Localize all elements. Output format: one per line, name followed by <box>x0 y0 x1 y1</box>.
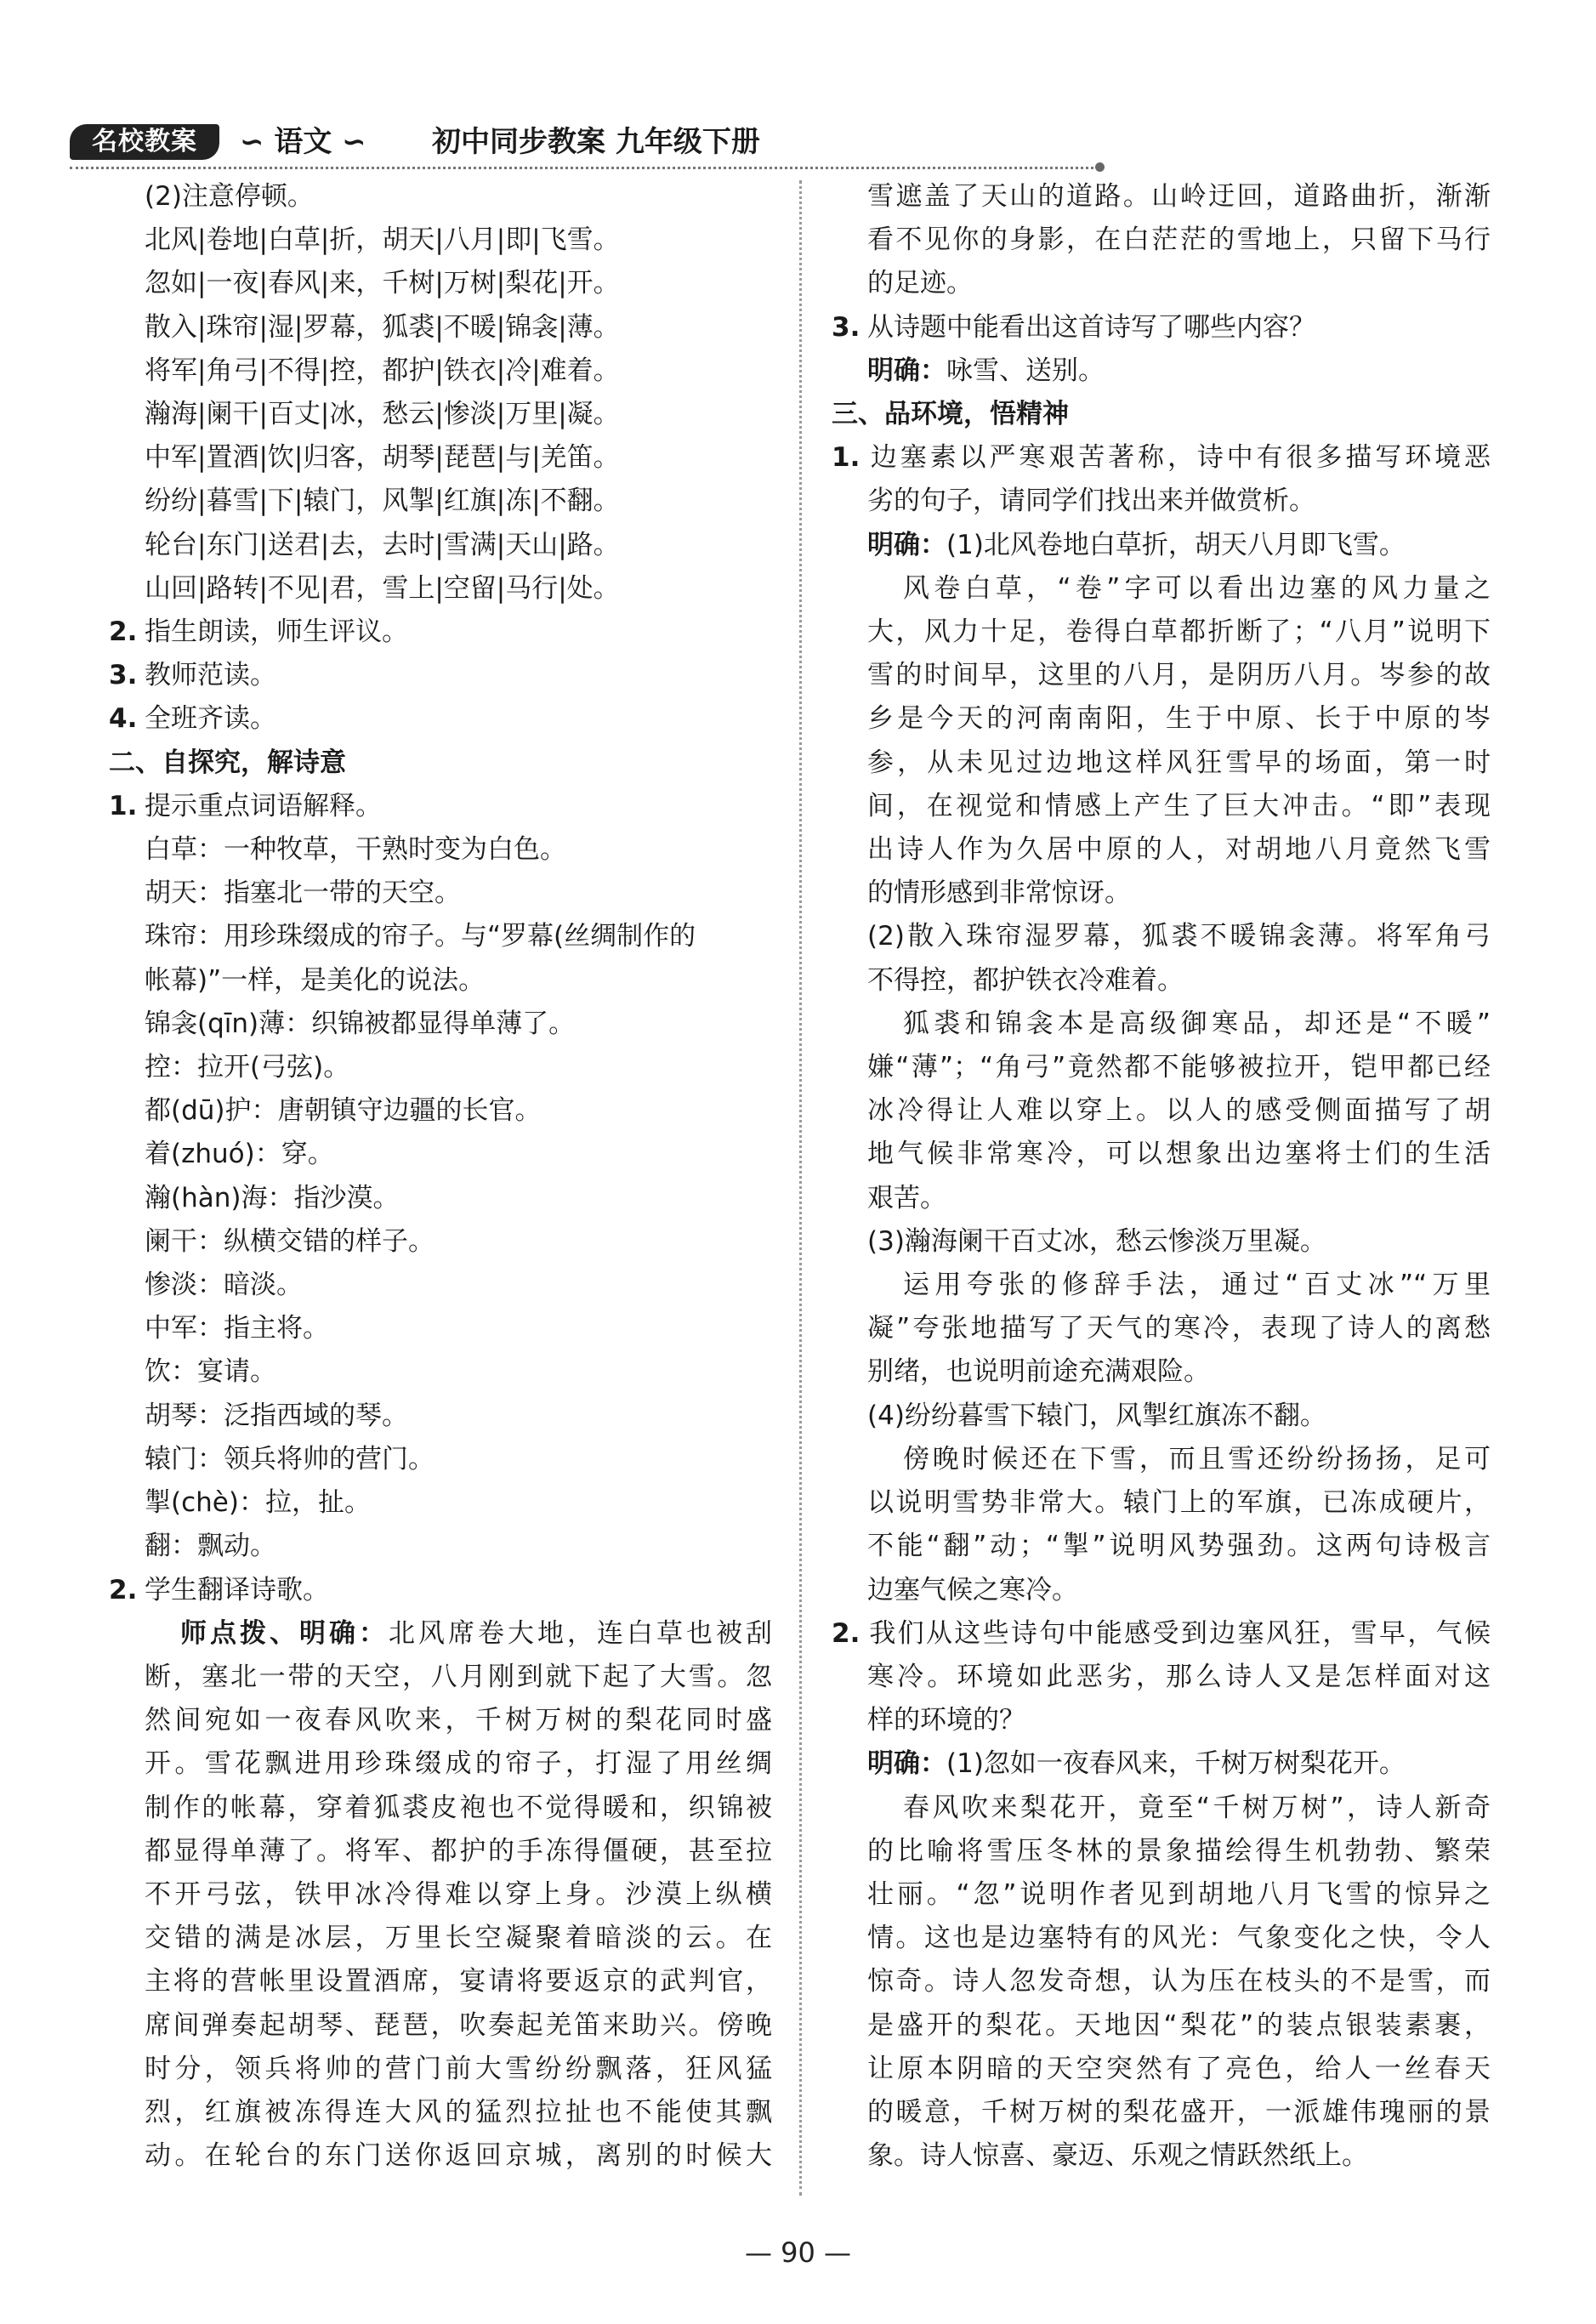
right-text-line <box>832 1177 1491 1220</box>
right-text-line <box>832 1220 1491 1264</box>
right-text-line <box>832 1046 1491 1089</box>
left-text-line <box>109 2048 772 2091</box>
left-text-line <box>109 785 772 828</box>
left-text-line <box>109 1046 772 1089</box>
left-text-line <box>109 219 772 262</box>
line-text: 锦衾(qīn)薄：织锦被都显得单薄了。 <box>145 1008 576 1039</box>
left-text-line <box>109 262 772 305</box>
right-text-line <box>832 654 1491 697</box>
right-text-line <box>832 785 1491 828</box>
page-number: — 90 — <box>744 2236 852 2269</box>
right-text-line <box>832 436 1491 480</box>
left-text-line <box>109 828 772 872</box>
left-text-line <box>109 2134 772 2178</box>
right-text-line <box>832 2134 1491 2178</box>
line-text: 胡天：指塞北一带的天空。 <box>145 878 461 909</box>
line-text: 主将的营帐里设置酒席，宴请将要返京的武判官， <box>145 1966 772 1997</box>
left-text-line <box>109 1220 772 1264</box>
line-text: 北风席卷大地，连白草也被刮 <box>389 1617 772 1649</box>
line-text: 参，从未见过边地这样风狂雪早的场面，第一时 <box>867 747 1491 778</box>
line-text: 辕门：领兵将帅的营门。 <box>145 1443 434 1475</box>
left-text-line <box>109 1177 772 1220</box>
line-text: (1)忽如一夜春风来，千树万树梨花开。 <box>946 1748 1406 1780</box>
left-text-line <box>109 1569 772 1612</box>
right-text-line <box>832 393 1491 436</box>
right-text-line <box>832 1438 1491 1481</box>
line-text: 交错的满是冰层，万里长空凝聚着暗淡的云。在 <box>145 1923 772 1954</box>
left-text-line <box>109 1481 772 1525</box>
line-text: 冰冷得让人难以穿上。以人的感受侧面描写了胡 <box>867 1095 1491 1127</box>
left-text-line <box>109 2004 772 2048</box>
line-text: 寒冷。环境如此恶劣，那么诗人又是怎样面对这 <box>867 1661 1491 1692</box>
answer-label: 师点拨、明确： <box>180 1617 389 1649</box>
answer-label: 明确： <box>867 355 946 386</box>
right-text-line <box>832 1350 1491 1394</box>
line-text: 瀚(hàn)海：指沙漠。 <box>145 1182 400 1213</box>
header-rule-dot <box>1095 162 1105 172</box>
right-text-line <box>832 1960 1491 2003</box>
left-text-line <box>109 1787 772 1830</box>
left-text-line <box>109 1133 772 1176</box>
line-text: 然间宛如一夜春风吹来，千树万树的梨花同时盛 <box>145 1705 772 1736</box>
right-text-line <box>832 2091 1491 2134</box>
line-text: 的足迹。 <box>867 268 973 299</box>
right-text-line <box>832 1612 1491 1656</box>
left-text-line <box>109 1264 772 1307</box>
right-text-line <box>832 1264 1491 1307</box>
line-text: 是盛开的梨花。天地因“梨花”的装点银装素裹， <box>867 2009 1491 2041</box>
item-number: 2. <box>109 617 138 648</box>
right-text-line <box>832 1307 1491 1350</box>
right-text-line <box>832 1917 1491 1960</box>
left-text-line <box>109 654 772 697</box>
line-text: 样的环境的？ <box>867 1705 1025 1736</box>
line-text: 饮：宴请。 <box>145 1356 276 1388</box>
line-text: 劣的句子，请同学们找出来并做赏析。 <box>867 486 1315 517</box>
line-text: 春风吹来梨花开，竟至“千树万树”，诗人新奇 <box>903 1792 1491 1823</box>
right-text-line <box>832 1003 1491 1046</box>
line-text: 控：拉开(弓弦)。 <box>145 1052 350 1083</box>
right-text-line <box>832 611 1491 654</box>
line-text: 象。诗人惊喜、豪迈、乐观之情跃然纸上。 <box>867 2140 1368 2172</box>
line-text: 提示重点词语解释。 <box>145 790 382 821</box>
line-text: 席间弹奏起胡琴、琵琶，吹奏起羌笛来助兴。傍晚 <box>145 2009 772 2041</box>
line-text: (1)北风卷地白草折，胡天八月即飞雪。 <box>946 529 1406 560</box>
line-text: 珠帘：用珍珠缀成的帘子。与“罗幕(丝绸制作的 <box>145 921 696 952</box>
item-number: 3. <box>832 311 860 343</box>
line-text: (3)瀚海阑干百丈冰，愁云惨淡万里凝。 <box>867 1225 1326 1257</box>
left-text-line <box>109 393 772 436</box>
line-text: 纷纷|暮雪|下|辕门，风掣|红旗|冻|不翻。 <box>145 486 620 517</box>
line-text: 忽如|一夜|春风|来，千树|万树|梨花|开。 <box>145 268 620 299</box>
page-header <box>70 119 1090 167</box>
right-text-line <box>832 1830 1491 1873</box>
left-text-line <box>109 697 772 741</box>
line-text: 时分，领兵将帅的营门前大雪纷纷飘落，狂风猛 <box>145 2053 772 2084</box>
left-text-line <box>109 1742 772 1786</box>
line-text: 断，塞北一带的天空，八月刚到就下起了大雪。忽 <box>145 1661 772 1692</box>
right-text-line <box>832 1089 1491 1133</box>
line-text: 艰苦。 <box>867 1182 946 1213</box>
line-text: 雪遮盖了天山的道路。山岭迂回，道路曲折，渐渐 <box>867 181 1491 212</box>
line-text: 着(zhuó)：穿。 <box>145 1139 334 1170</box>
line-text: 全班齐读。 <box>145 703 276 735</box>
left-text-line <box>109 1395 772 1438</box>
line-text: 傍晚时候还在下雪，而且雪还纷纷扬扬，足可 <box>903 1443 1491 1475</box>
line-text: 阑干：纵横交错的样子。 <box>145 1225 434 1257</box>
right-text-line <box>832 1873 1491 1917</box>
line-text: 惨淡：暗淡。 <box>145 1270 303 1301</box>
right-text-line <box>832 697 1491 741</box>
line-text: 运用夸张的修辞手法，通过“百丈冰”“万里 <box>903 1270 1491 1301</box>
line-text: 都显得单薄了。将军、都护的手冻得僵硬，甚至拉 <box>145 1835 772 1867</box>
right-text-line <box>832 872 1491 915</box>
left-text-line <box>109 1656 772 1699</box>
left-text-line <box>109 1917 772 1960</box>
line-text: 乡是今天的河南南阳，生于中原、长于中原的岑 <box>867 703 1491 735</box>
left-column <box>109 175 772 2178</box>
right-text-line <box>832 1742 1491 1786</box>
line-text: 将军|角弓|不得|控，都护|铁衣|冷|难着。 <box>145 355 620 386</box>
series-logo: 名校教案 <box>70 124 219 160</box>
line-text: 不得控，都护铁衣冷难着。 <box>867 964 1184 996</box>
left-text-line <box>109 1830 772 1873</box>
line-text: 教师范读。 <box>145 660 276 691</box>
left-text-line <box>109 742 772 785</box>
line-text: 的情形感到非常惊讶。 <box>867 878 1131 909</box>
answer-label: 明确： <box>867 1748 946 1780</box>
line-text: 胡琴：泛指西域的琴。 <box>145 1400 408 1431</box>
right-text-line <box>832 915 1491 958</box>
line-text: 情。这也是边塞特有的风光：气象变化之快，令人 <box>867 1923 1491 1954</box>
line-text: 烈，红旗被冻得连大风的猛烈拉扯也不能使其飘 <box>145 2096 772 2128</box>
right-text-line <box>832 1133 1491 1176</box>
item-number: 1. <box>832 442 860 474</box>
header-rule <box>70 167 1099 169</box>
line-text: 中军|置酒|饮|归客，胡琴|琵琶|与|羌笛。 <box>145 442 620 474</box>
line-text: 边塞素以严寒艰苦著称，诗中有很多描写环境恶 <box>867 442 1491 474</box>
right-text-line <box>832 742 1491 785</box>
line-text: 的比喻将雪压冬林的景象描绘得生机勃勃、繁荣 <box>867 1835 1491 1867</box>
line-text: 散入|珠帘|湿|罗幕，狐裘|不暖|锦衾|薄。 <box>145 311 620 343</box>
line-text: 我们从这些诗句中能感受到边塞风狂，雪早，气候 <box>867 1617 1491 1649</box>
right-text-line <box>832 262 1491 305</box>
answer-label: 明确： <box>867 529 946 560</box>
line-text: (2)散入珠帘湿罗幕，狐裘不暖锦衾薄。将军角弓 <box>867 921 1491 952</box>
line-text: 中军：指主将。 <box>145 1313 329 1344</box>
line-text: 嫌“薄”；“角弓”竟然都不能够被拉开，铠甲都已经 <box>867 1052 1491 1083</box>
line-text: (4)纷纷暮雪下辕门，风掣红旗冻不翻。 <box>867 1400 1326 1431</box>
right-text-line <box>832 480 1491 523</box>
line-text: 间，在视觉和情感上产生了巨大冲击。“即”表现 <box>867 790 1491 821</box>
line-text: 动。在轮台的东门送你返回京城，离别的时候大 <box>145 2140 772 2172</box>
right-text-line <box>832 1395 1491 1438</box>
right-text-line <box>832 349 1491 393</box>
right-text-line <box>832 2004 1491 2048</box>
line-text: 制作的帐幕，穿着狐裘皮袍也不觉得暖和，织锦被 <box>145 1792 772 1823</box>
line-text: 壮丽。“忽”说明作者见到胡地八月飞雪的惊异之 <box>867 1878 1491 1910</box>
left-text-line <box>109 524 772 567</box>
line-text: 帐幕)”一样，是美化的说法。 <box>145 964 486 996</box>
right-text-line <box>832 175 1491 219</box>
right-text-line <box>832 1699 1491 1742</box>
line-text: 山回|路转|不见|君，雪上|空留|马行|处。 <box>145 572 620 604</box>
left-text-line <box>109 1960 772 2003</box>
line-text: 指生朗读，师生评议。 <box>145 617 408 648</box>
line-text: 风卷白草，“卷”字可以看出边塞的风力量之 <box>903 572 1491 604</box>
line-text: 地气候非常寒冷，可以想象出边塞将士们的生活 <box>867 1139 1491 1170</box>
line-text: 不能“翻”动；“掣”说明风势强劲。这两句诗极言 <box>867 1531 1491 1562</box>
left-text-line <box>109 872 772 915</box>
right-text-line <box>832 1481 1491 1525</box>
line-text: 白草：一种牧草，干熟时变为白色。 <box>145 834 566 866</box>
column-divider <box>799 180 802 2196</box>
line-text: 大，风力十足，卷得白草都折断了；“八月”说明下 <box>867 617 1491 648</box>
line-text: 让原本阴暗的天空突然有了亮色，给人一丝春天 <box>867 2053 1491 2084</box>
left-text-line <box>109 175 772 219</box>
item-number: 4. <box>109 703 138 735</box>
right-text-line <box>832 2048 1491 2091</box>
left-text-line <box>109 436 772 480</box>
right-text-line <box>832 567 1491 611</box>
line-text: (2)注意停顿。 <box>145 181 314 212</box>
line-text: 凝”夸张地描写了天气的寒冷，表现了诗人的离愁 <box>867 1313 1491 1344</box>
right-text-line <box>832 1525 1491 1568</box>
item-number: 2. <box>109 1574 138 1605</box>
item-number: 3. <box>109 660 138 691</box>
line-text: 的暖意，千树万树的梨花盛开，一派雄伟瑰丽的景 <box>867 2096 1491 2128</box>
left-text-line <box>109 1699 772 1742</box>
right-text-line <box>832 828 1491 872</box>
left-text-line <box>109 611 772 654</box>
right-text-line <box>832 959 1491 1003</box>
left-text-line <box>109 1350 772 1394</box>
line-text: 从诗题中能看出这首诗写了哪些内容？ <box>867 311 1315 343</box>
line-text: 惊奇。诗人忽发奇想，认为压在枝头的不是雪，而 <box>867 1966 1491 1997</box>
left-text-line <box>109 959 772 1003</box>
line-text: 轮台|东门|送君|去，去时|雪满|天山|路。 <box>145 529 620 560</box>
right-text-line <box>832 1569 1491 1612</box>
line-text: 北风|卷地|白草|折，胡天|八月|即|飞雪。 <box>145 224 620 256</box>
line-text: 以说明雪势非常大。辕门上的军旗，已冻成硬片， <box>867 1487 1491 1519</box>
line-text: 看不见你的身影，在白茫茫的雪地上，只留下马行 <box>867 224 1491 256</box>
left-text-line <box>109 1873 772 1917</box>
right-text-line <box>832 219 1491 262</box>
line-text: 狐裘和锦衾本是高级御寒品，却还是“不暖” <box>903 1008 1491 1039</box>
item-number: 1. <box>109 790 138 821</box>
line-text: 出诗人作为久居中原的人，对胡地八月竟然飞雪 <box>867 834 1491 866</box>
right-text-line <box>832 524 1491 567</box>
line-text: 雪的时间早，这里的八月，是阴历八月。岑参的故 <box>867 660 1491 691</box>
line-text: 别绪，也说明前途充满艰险。 <box>867 1356 1210 1388</box>
left-text-line <box>109 1307 772 1350</box>
left-text-line <box>109 1525 772 1568</box>
line-text: 学生翻译诗歌。 <box>145 1574 329 1605</box>
right-column <box>832 175 1491 2178</box>
left-text-line <box>109 306 772 349</box>
line-text: 不开弓弦，铁甲冰冷得难以穿上身。沙漠上纵横 <box>145 1878 772 1910</box>
left-text-line <box>109 349 772 393</box>
right-text-line <box>832 1787 1491 1830</box>
line-text: 都(dū)护：唐朝镇守边疆的长官。 <box>145 1095 542 1127</box>
left-text-line <box>109 567 772 611</box>
left-text-line <box>109 915 772 958</box>
left-text-line <box>109 1438 772 1481</box>
section-heading: 二、自探究，解诗意 <box>109 747 346 778</box>
left-text-line <box>109 1612 772 1656</box>
left-text-line <box>109 480 772 523</box>
line-text: 瀚海|阑干|百丈|冰，愁云|惨淡|万里|凝。 <box>145 399 620 430</box>
line-text: 咏雪、送别。 <box>946 355 1105 386</box>
line-text: 掣(chè)：拉，扯。 <box>145 1487 371 1519</box>
line-text: 开。雪花飘进用珍珠缀成的帘子，打湿了用丝绸 <box>145 1748 772 1780</box>
line-text: 翻：飘动。 <box>145 1531 276 1562</box>
left-text-line <box>109 1003 772 1046</box>
left-text-line <box>109 1089 772 1133</box>
left-text-line <box>109 2091 772 2134</box>
subject-label: ∽ 语文 ∽ <box>240 125 366 159</box>
item-number: 2. <box>832 1617 860 1649</box>
book-title: 初中同步教案 九年级下册 <box>432 125 760 159</box>
line-text: 边塞气候之寒冷。 <box>867 1574 1078 1605</box>
right-text-line <box>832 306 1491 349</box>
right-text-line <box>832 1656 1491 1699</box>
section-heading: 三、品环境，悟精神 <box>832 399 1069 430</box>
